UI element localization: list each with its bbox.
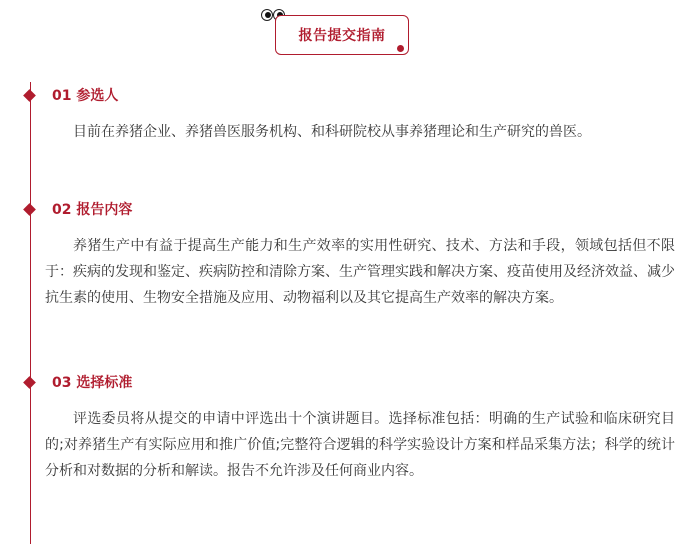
title-dot-icon: [397, 45, 404, 52]
section-body: 目前在养猪企业、养猪兽医服务机构、和科研院校从事养猪理论和生产研究的兽医。: [73, 124, 591, 140]
section-body: 评选委员将从提交的申请中评选出十个演讲题目。选择标准包括：明确的生产试验和临床研究目的;对养猪生产有实际应用和推广价值;完整符合逻辑的科学实验设计方案和样品采集方法；科学的统计分析和对数据的分析和解读。报告不允许涉及任何商业内容。: [45, 411, 675, 479]
section-title: 01 参选人: [52, 88, 119, 104]
guide-header: [257, 7, 417, 59]
diamond-bullet-icon: [23, 203, 36, 216]
timeline-line: [30, 82, 31, 544]
section-title: 02 报告内容: [52, 202, 133, 218]
diamond-bullet-icon: [23, 376, 36, 389]
section-heading: [22, 199, 132, 219]
page-title: 报告提交指南: [298, 28, 386, 44]
section-heading: [22, 85, 118, 105]
left-eye-icon: [261, 9, 273, 21]
diamond-bullet-icon: [23, 89, 36, 102]
section-body: 养猪生产中有益于提高生产能力和生产效率的实用性研究、技术、方法和手段，领域包括但不限于：疾病的发现和鉴定、疾病防控和清除方案、生产管理实践和解决方案、疫苗使用及经济效益、减少抗生素的使用、生物安全措施及应用、动物福利以及其它提高生产效率的解决方案。: [45, 238, 675, 306]
title-box: [275, 15, 409, 55]
section-heading: [22, 372, 132, 392]
section-title: 03 选择标准: [52, 375, 133, 391]
